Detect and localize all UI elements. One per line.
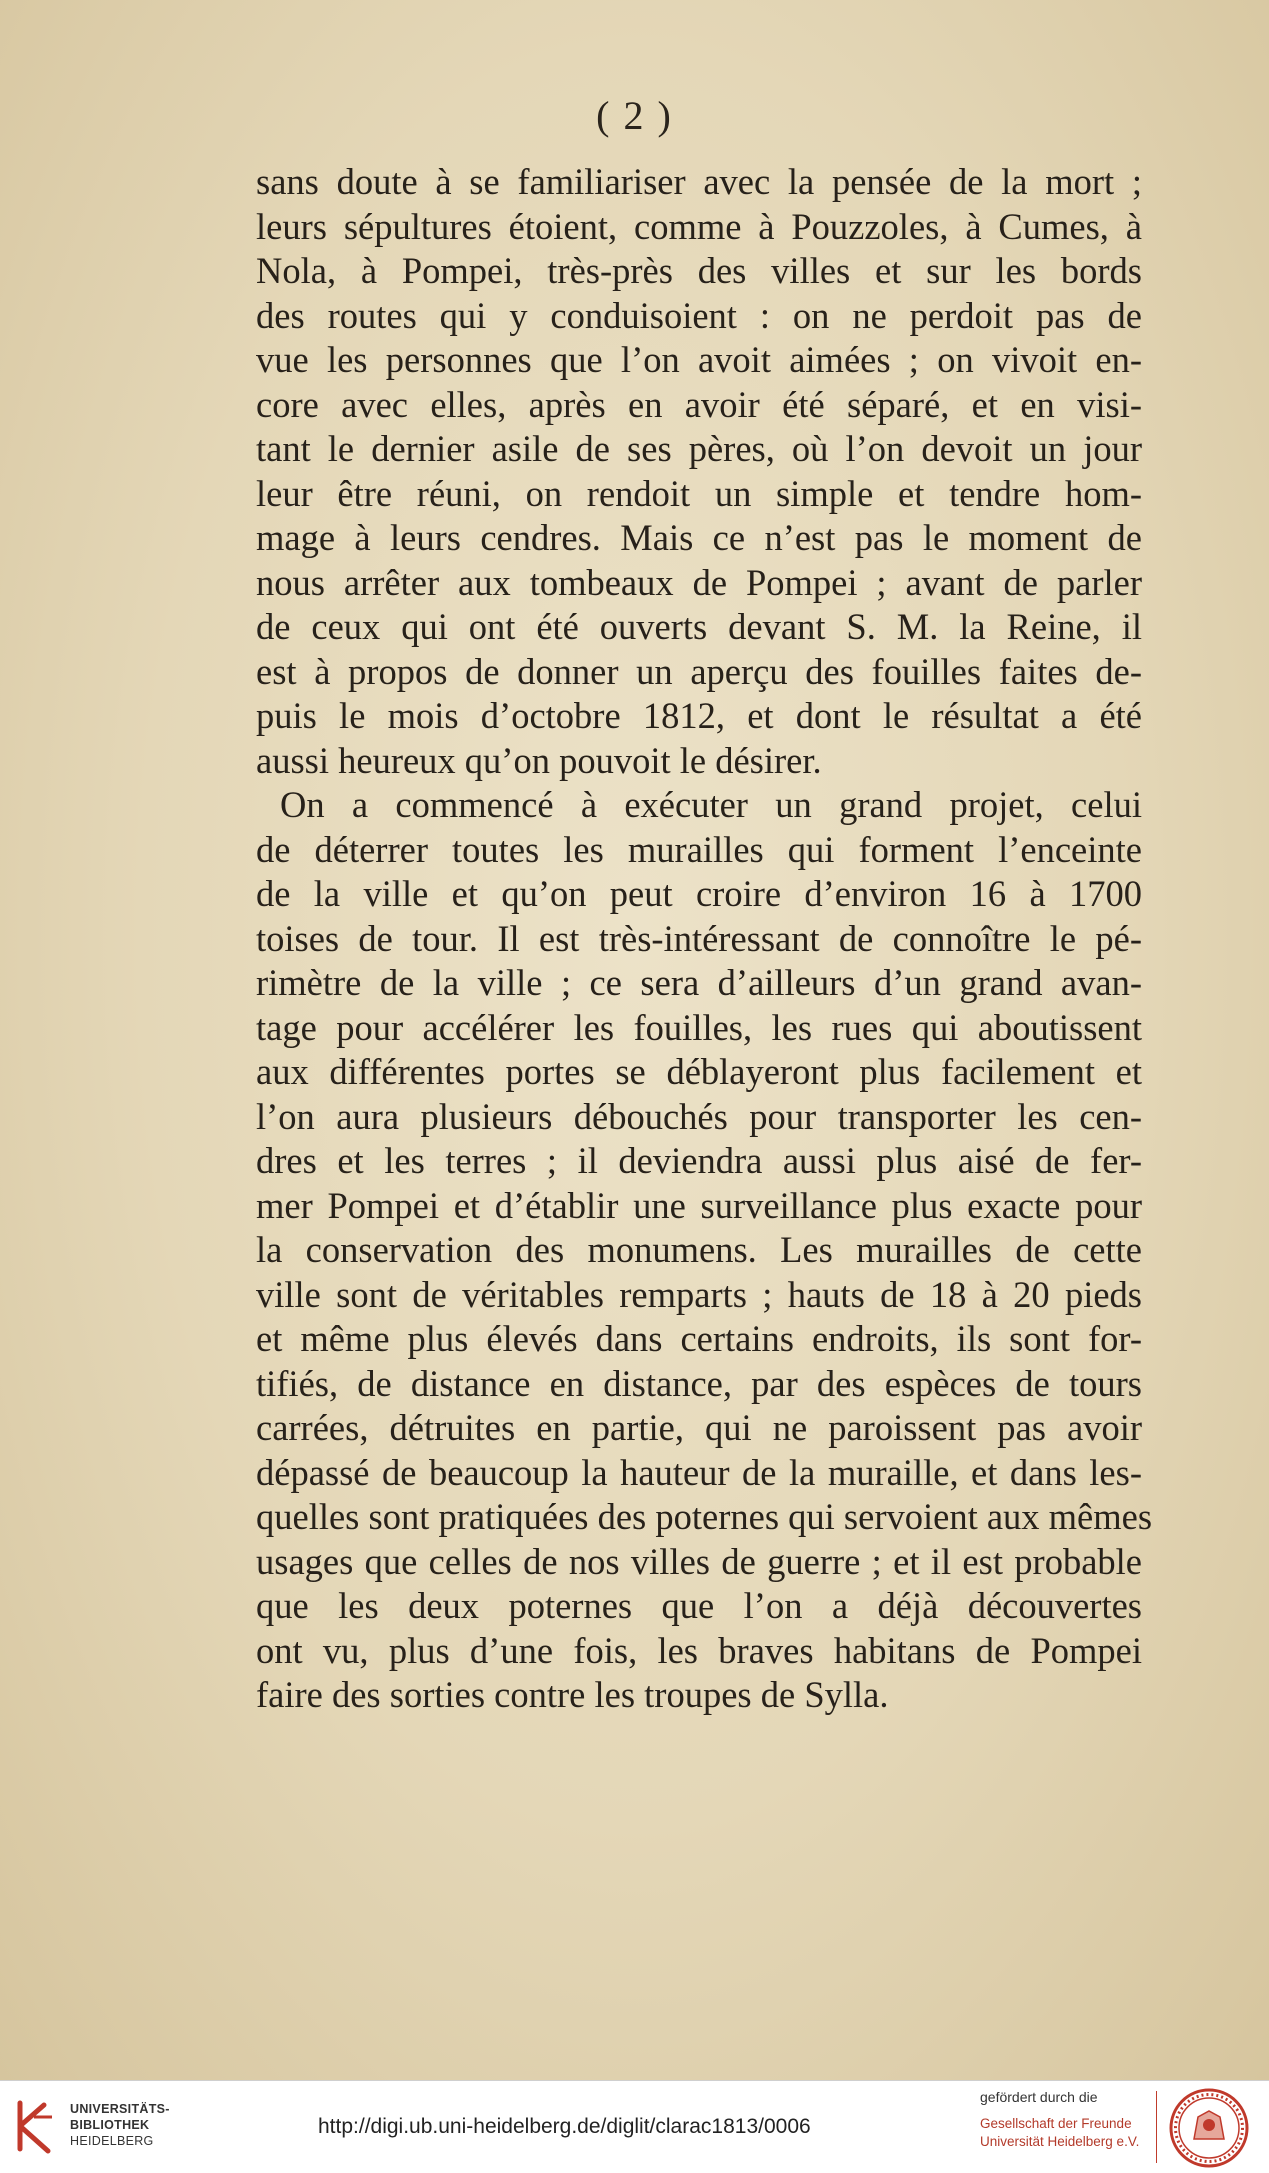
text-line: de ceux qui ont été ouverts devant S. M. la Reine, il	[256, 606, 1142, 647]
permalink-url[interactable]: http://digi.ub.uni-heidelberg.de/diglit/clarac1813/0006	[318, 2115, 811, 2138]
text-line: carrées, détruites en partie, qui ne paroissent pas avoir	[256, 1407, 1142, 1448]
text-line: nous arrêter aux tombeaux de Pompei ; avant de parler	[256, 561, 1142, 603]
text-line: faire des sorties contre les troupes de Sylla.	[256, 1674, 889, 1715]
text-line: leurs sépultures étoient, comme à Pouzzoles, à Cumes, à	[256, 205, 1142, 247]
text-line: mer Pompei et d’établir une surveillance plus exacte pour	[256, 1184, 1142, 1226]
text-line: core avec elles, après en avoir été séparé, et en visi-	[256, 383, 1142, 425]
text-line: leur être réuni, on rendoit un simple et tendre hom-	[256, 472, 1142, 514]
text-line: que les deux poternes que l’on a déjà découvertes	[256, 1585, 1142, 1626]
library-name-line: UNIVERSITÄTS-	[70, 2102, 170, 2116]
sponsor-name	[980, 2115, 1139, 2151]
text-line: aux différentes portes se déblayeront plus facilement et	[256, 1051, 1142, 1092]
sponsor-name-line: Gesellschaft der Freunde	[980, 2116, 1132, 2131]
text-line: ville sont de véritables remparts ; hauts de 18 à 20 pieds	[256, 1273, 1142, 1315]
text-line: toises de tour. Il est très-intéressant de connoître le pé-	[256, 917, 1142, 959]
university-seal-icon	[1168, 2087, 1250, 2169]
body-text	[256, 160, 1153, 1718]
text-line: tifiés, de distance en distance, par des espèces de tours	[256, 1362, 1142, 1404]
footer-bar	[0, 2080, 1269, 2173]
text-line: des routes qui y conduisoient : on ne perdoit pas de	[256, 294, 1142, 336]
text-line: est à propos de donner un aperçu des fouilles faites de-	[256, 650, 1142, 692]
library-name-line: BIBLIOTHEK	[70, 2118, 150, 2132]
text-line: On a commencé à exécuter un grand projet, celui	[280, 784, 1142, 825]
text-line: mage à leurs cendres. Mais ce n’est pas le moment de	[256, 517, 1142, 558]
text-line: Nola, à Pompei, très-près des villes et sur les bords	[256, 250, 1142, 291]
text-line: usages que celles de nos villes de guerre ; et il est probable	[256, 1540, 1142, 1582]
sponsor-caption: gefördert durch die	[980, 2089, 1098, 2105]
text-line: et même plus élevés dans certains endroits, ils sont for-	[256, 1318, 1142, 1359]
text-line: sans doute à se familiariser avec la pensée de la mort ;	[256, 161, 1142, 202]
text-line: tant le dernier asile de ses pères, où l’on devoit un jour	[256, 428, 1142, 469]
text-line: de déterrer toutes les murailles qui forment l’enceinte	[256, 828, 1142, 870]
text-line: ont vu, plus d’une fois, les braves habitans de Pompei	[256, 1629, 1142, 1671]
text-line: puis le mois d’octobre 1812, et dont le résultat a été	[256, 695, 1142, 736]
text-line: la conservation des monumens. Les murailles de cette	[256, 1229, 1142, 1270]
footer-divider	[1156, 2091, 1157, 2163]
text-line: l’on aura plusieurs débouchés pour transporter les cen-	[256, 1095, 1142, 1137]
library-logo-icon	[14, 2099, 58, 2157]
text-line: rimètre de la ville ; ce sera d’ailleurs d’un grand avan-	[256, 962, 1142, 1003]
text-line: dres et les terres ; il deviendra aussi plus aisé de fer-	[256, 1140, 1142, 1181]
text-line: vue les personnes que l’on avoit aimées ; on vivoit en-	[256, 339, 1142, 380]
text-line: de la ville et qu’on peut croire d’environ 16 à 1700	[256, 873, 1142, 914]
sponsor-name-line: Universität Heidelberg e.V.	[980, 2134, 1140, 2149]
text-line: aussi heureux qu’on pouvoit le désirer.	[256, 739, 822, 781]
page-number: ( 2 )	[596, 93, 673, 138]
library-name-line: HEIDELBERG	[70, 2134, 154, 2148]
text-line: tage pour accélérer les fouilles, les rues qui aboutissent	[256, 1006, 1142, 1048]
text-line: quelles sont pratiquées des poternes qui servoient aux mêmes	[256, 1496, 1153, 1537]
library-name	[70, 2101, 170, 2149]
text-line: dépassé de beaucoup la hauteur de la muraille, et dans les-	[256, 1451, 1142, 1493]
